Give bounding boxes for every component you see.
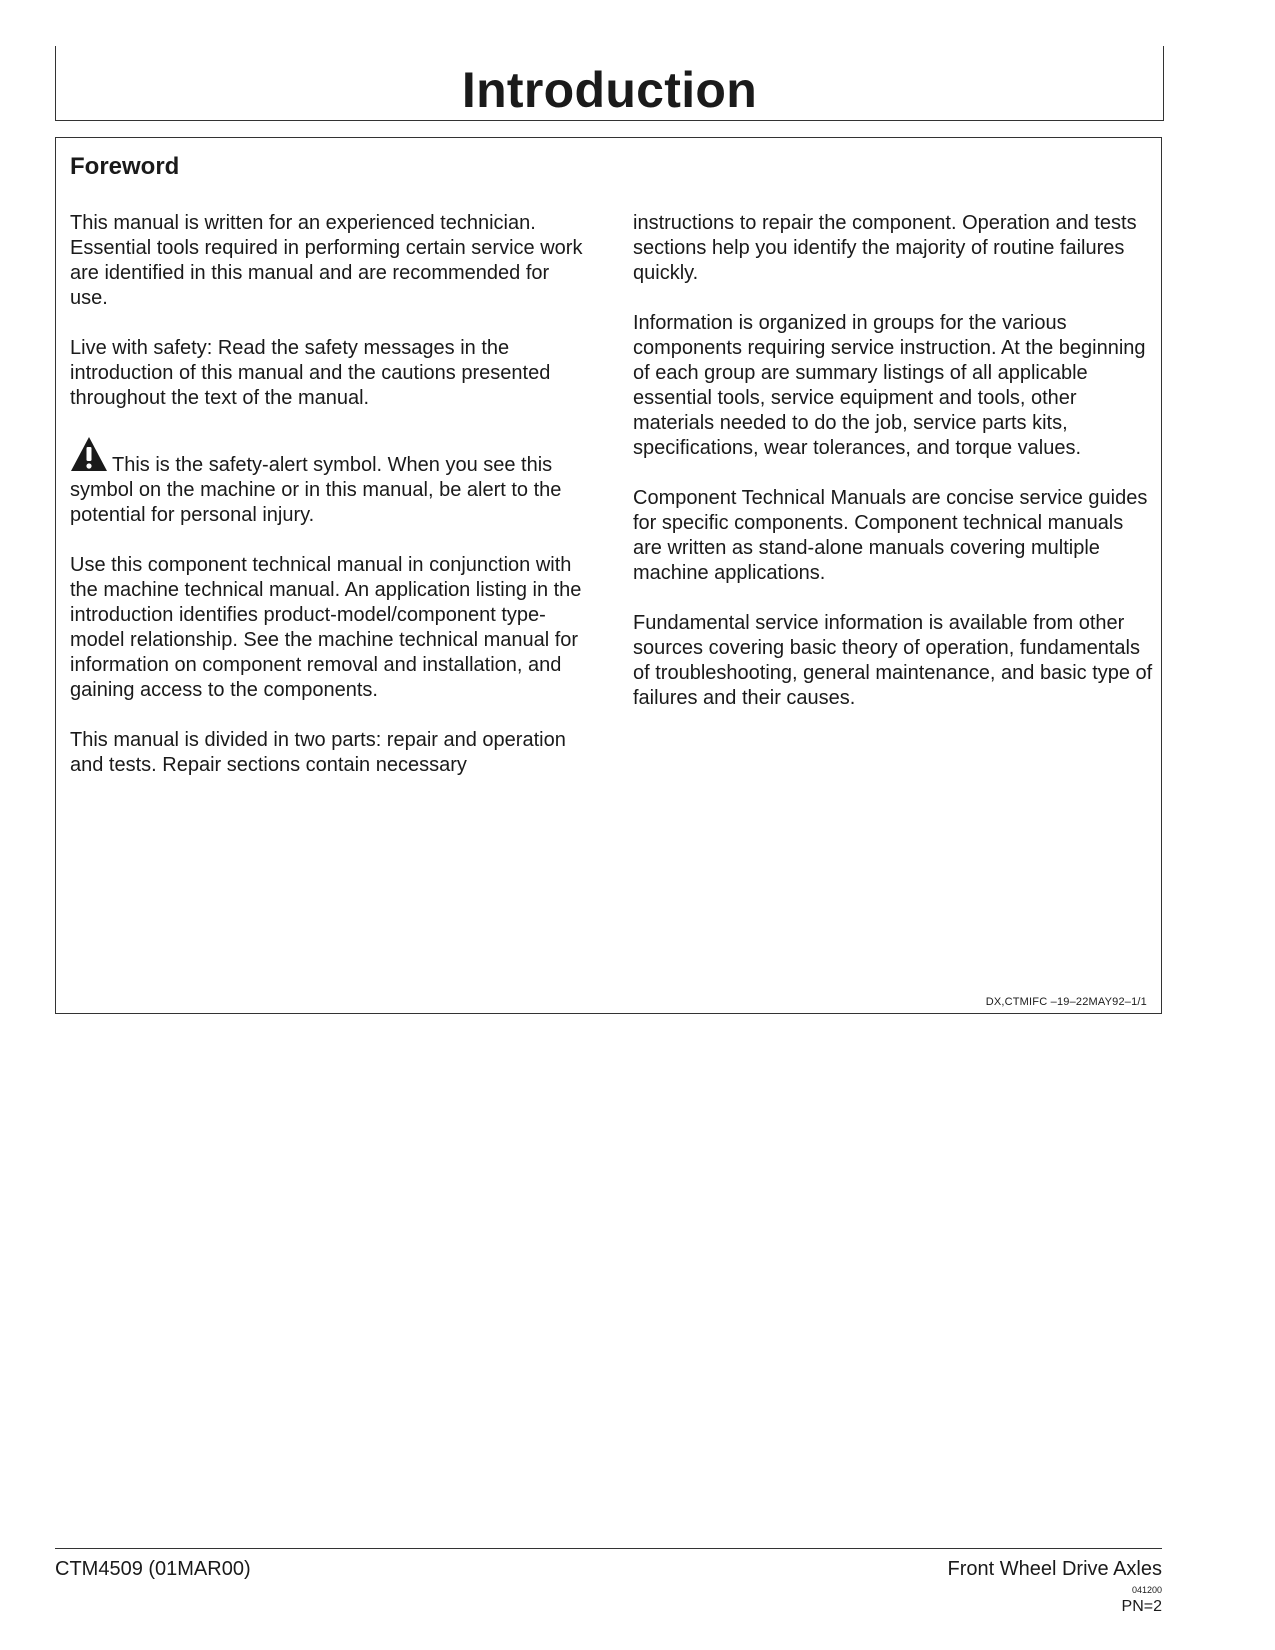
manual-id: CTM4509 (01MAR00) [55, 1558, 251, 1580]
footer-code: 041200 [1131, 1585, 1162, 1595]
section-heading: Foreword [70, 153, 180, 180]
paragraph: Component Technical Manuals are concise service guides for specific components. Component technical manuals are written as stand-alone manuals covering multiple machine applications. [633, 487, 1148, 584]
warning-triangle-icon [70, 436, 108, 474]
paragraph: Live with safety: Read the safety messages in the introduction of this manual and the cautions presented throughout the text of the manual. [70, 337, 551, 409]
paragraph: Information is organized in groups for the various components requiring service instruction. At the beginning of each group are summary listings of all applicable essential tools, service equipment and tools, other materials needed to do the job, service parts kits, specifications, wear tolerances, and torque values. [633, 312, 1146, 459]
safety-alert-text: This is the safety-alert symbol. When you see this symbol on the machine or in this manual, be alert to the potential for personal injury. [70, 454, 562, 526]
page-number: PN=2 [1121, 1598, 1162, 1615]
safety-alert-paragraph [70, 436, 590, 528]
page-title: Introduction [461, 62, 758, 118]
paragraph: instructions to repair the component. Operation and tests sections help you identify the majority of routine failures quickly. [633, 212, 1137, 284]
paragraph: This manual is divided in two parts: repair and operation and tests. Repair sections contain necessary [70, 729, 566, 776]
paragraph: Use this component technical manual in conjunction with the machine technical manual. An application listing in the introduction identifies product-model/component type-model relationship. See the machine technical manual for information on component removal and installation, and gaining access to the components. [70, 554, 582, 701]
footer-divider [55, 1548, 1162, 1549]
reference-code: DX,CTMIFC –19–22MAY92–1/1 [985, 996, 1147, 1008]
foreword-section [55, 137, 1162, 1014]
manual-title: Front Wheel Drive Axles [947, 1558, 1162, 1580]
left-column [70, 211, 590, 803]
paragraph: This manual is written for an experienced technician. Essential tools required in performing certain service work are identified in this manual and are recommended for use. [70, 212, 583, 309]
right-column [633, 211, 1155, 736]
title-box [55, 46, 1164, 121]
paragraph: Fundamental service information is available from other sources covering basic theory of operation, fundamentals of troubleshooting, general maintenance, and basic type of failures and their causes. [633, 612, 1153, 709]
